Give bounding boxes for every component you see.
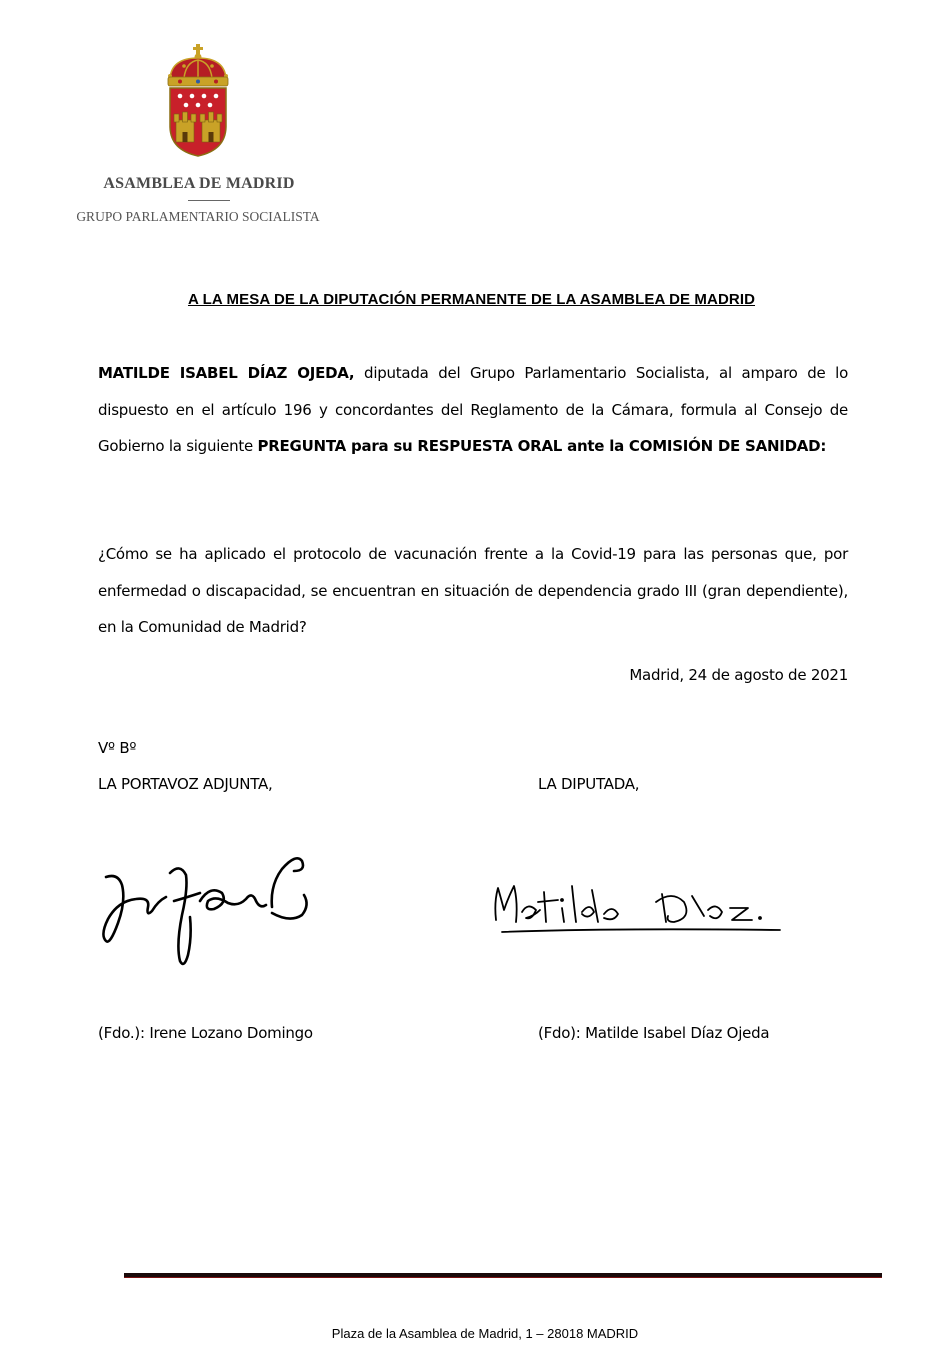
intro-text: diputada del Grupo Parlamentario Socialista, al amparo de lo dispuesto en el artículo 196 y concordantes del Reglamento de la Cámara, formula al Consejo de Gobierno la siguiente [98, 364, 848, 455]
left-signer-name: (Fdo.): Irene Lozano Domingo [98, 1024, 313, 1042]
right-handwritten-signature [486, 872, 786, 942]
organization-name: ASAMBLEA DE MADRID [103, 175, 295, 192]
parliamentary-group-name: GRUPO PARLAMENTARIO SOCIALISTA [76, 209, 320, 224]
left-signer-role: LA PORTAVOZ ADJUNTA, [98, 775, 273, 793]
date-line: Madrid, 24 de agosto de 2021 [629, 666, 848, 684]
approval-mark: Vº Bº [98, 739, 137, 757]
document-title: A LA MESA DE LA DIPUTACIÓN PERMANENTE DE LA ASAMBLEA DE MADRID [187, 291, 756, 308]
right-signer-role: LA DIPUTADA, [538, 775, 640, 793]
deputy-name: MATILDE ISABEL DÍAZ OJEDA, [98, 364, 355, 382]
left-handwritten-signature [96, 845, 312, 970]
madrid-coat-of-arms-icon [162, 44, 234, 158]
footer-divider [124, 1273, 882, 1278]
organization-underline [188, 200, 230, 201]
request-type: PREGUNTA para su RESPUESTA ORAL ante la COMISIÓN DE SANIDAD: [257, 437, 827, 455]
question-text: ¿Cómo se ha aplicado el protocolo de vacunación frente a la Covid-19 para las personas que, por enfermedad o discapacidad, se encuentran en situación de dependencia grado III (gran dependiente), en la Comunidad de Madrid? [98, 545, 848, 636]
request-paragraph [98, 355, 848, 465]
footer-address: Plaza de la Asamblea de Madrid, 1 – 28018 MADRID [331, 1326, 639, 1341]
right-signer-name: (Fdo): Matilde Isabel Díaz Ojeda [538, 1024, 770, 1042]
